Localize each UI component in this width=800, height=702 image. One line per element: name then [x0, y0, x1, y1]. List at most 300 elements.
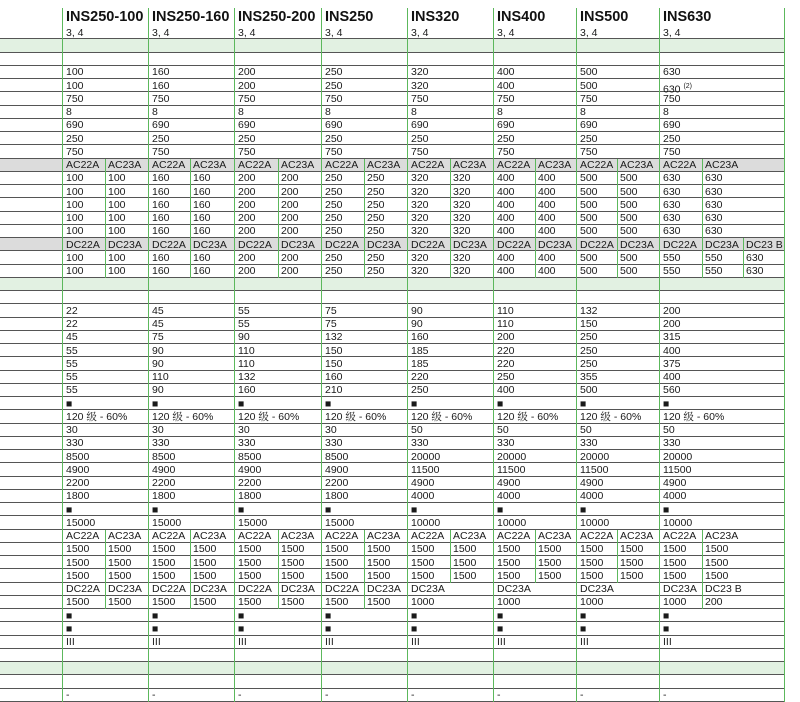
table-cell: 20000: [497, 450, 527, 463]
table-cell: 200: [663, 304, 681, 317]
table-cell: -: [663, 689, 667, 701]
table-cell: DC22A: [663, 238, 697, 251]
sub-column-divider: [190, 583, 191, 596]
table-cell: AC22A: [580, 530, 614, 542]
table-cell: AC22A: [411, 159, 445, 171]
table-cell: 90: [238, 331, 250, 344]
sub-column-divider: [364, 225, 365, 238]
sub-column-divider: [364, 251, 365, 264]
table-cell: DC22A: [238, 583, 272, 595]
table-cell: AC23A: [281, 530, 315, 542]
table-cell: 200: [238, 265, 256, 277]
table-cell: 630: [663, 185, 681, 198]
table-cell: 50: [497, 424, 509, 436]
table-cell: 500: [580, 265, 598, 277]
sub-column-divider: [190, 238, 191, 251]
table-cell: AC23A: [705, 530, 739, 542]
table-cell: 400: [497, 251, 515, 264]
table-cell: 11500: [497, 463, 526, 476]
table-cell: 1500: [108, 556, 132, 569]
table-cell: 630: [663, 172, 681, 185]
table-cell: 1500: [453, 556, 477, 569]
table-cell: 330: [238, 437, 256, 450]
sub-column-divider: [617, 198, 618, 211]
table-cell: DC23A: [620, 238, 654, 251]
table-cell: 160: [152, 172, 170, 185]
table-cell: 200: [238, 198, 256, 211]
sub-column-divider: [617, 543, 618, 556]
sub-column-divider: [702, 251, 703, 264]
table-cell: AC23A: [193, 530, 227, 542]
table-cell: 11500: [580, 463, 609, 476]
table-cell: 750: [580, 145, 598, 158]
table-cell: DC23 B: [705, 583, 742, 595]
table-cell: 1500: [497, 556, 521, 569]
table-cell: 100: [108, 172, 126, 185]
table-cell: 250: [152, 132, 170, 145]
table-cell: 220: [497, 344, 515, 357]
table-cell: ■: [325, 609, 332, 622]
sub-column-divider: [450, 543, 451, 556]
table-cell: 500: [620, 185, 638, 198]
table-cell: 1500: [705, 543, 729, 556]
table-cell: 630: [705, 198, 723, 211]
table-cell: 750: [411, 92, 429, 105]
table-cell: 1500: [538, 569, 562, 582]
table-cell: 1500: [238, 569, 262, 582]
table-cell: -: [152, 689, 156, 701]
sub-column-divider: [702, 265, 703, 278]
table-cell: 1500: [497, 569, 521, 582]
table-cell: 75: [325, 318, 337, 330]
table-cell: 160: [152, 265, 170, 277]
table-cell: 1500: [663, 569, 687, 582]
table-cell: 160: [152, 79, 170, 92]
table-cell: 630: [663, 225, 681, 238]
table-cell: ■: [411, 397, 418, 410]
table-cell: 1500: [193, 556, 217, 569]
table-cell: 500: [620, 225, 638, 238]
sub-column-divider: [450, 212, 451, 225]
sub-column-divider: [535, 530, 536, 543]
table-cell: DC22A: [580, 238, 614, 251]
table-cell: 400: [538, 198, 556, 211]
column-header-ins400: INS400: [497, 9, 546, 25]
table-cell: 220: [497, 357, 515, 370]
table-cell: 1500: [66, 569, 90, 582]
table-cell: 4000: [411, 490, 435, 503]
table-cell: 200: [497, 331, 515, 344]
table-cell: 550: [705, 251, 723, 264]
sub-column-divider: [617, 225, 618, 238]
sub-column-divider: [105, 198, 106, 211]
table-cell: 630: [705, 185, 723, 198]
table-cell: ■: [238, 622, 245, 635]
table-cell: ■: [580, 622, 587, 635]
table-cell: 110: [497, 318, 514, 330]
table-cell: 1500: [66, 596, 90, 609]
table-cell: 4000: [663, 490, 687, 503]
table-cell: 500: [580, 251, 598, 264]
table-cell: DC23A: [497, 583, 531, 595]
table-cell: 1500: [238, 543, 262, 556]
table-cell: 2200: [152, 477, 176, 489]
table-cell: 11500: [411, 463, 440, 476]
table-cell: 3, 4: [152, 26, 170, 39]
column-divider: [407, 8, 408, 702]
column-divider: [234, 8, 235, 702]
table-cell: III: [497, 636, 506, 648]
sub-column-divider: [364, 556, 365, 569]
table-cell: 1500: [538, 556, 562, 569]
table-cell: 3, 4: [411, 26, 429, 39]
table-cell: -: [238, 689, 242, 701]
table-cell: 400: [497, 198, 515, 211]
table-cell: -: [325, 689, 329, 701]
table-cell: 500: [620, 198, 638, 211]
sub-column-divider: [278, 172, 279, 185]
table-cell: DC23A: [580, 583, 614, 595]
table-cell: ■: [580, 397, 587, 410]
table-cell: 50: [663, 424, 675, 436]
table-cell: 3, 4: [66, 26, 84, 39]
sub-column-divider: [105, 556, 106, 569]
table-cell: DC23A: [367, 583, 401, 595]
table-cell: 750: [580, 92, 598, 105]
table-cell: 160: [152, 66, 170, 79]
table-cell: DC22A: [66, 238, 100, 251]
table-cell: 10000: [580, 516, 610, 529]
table-cell: 55: [238, 318, 250, 330]
table-cell: 320: [453, 265, 471, 277]
table-cell: 160: [193, 265, 211, 277]
table-cell: ■: [325, 397, 332, 410]
table-cell: 200: [238, 79, 256, 92]
table-cell: 320: [453, 185, 471, 198]
column-divider: [321, 8, 322, 702]
column-header-ins250-100: INS250-100: [66, 9, 144, 25]
table-cell: ■: [152, 397, 159, 410]
sub-column-divider: [617, 265, 618, 278]
table-cell: 90: [411, 318, 423, 330]
sub-column-divider: [702, 225, 703, 238]
table-cell: 1500: [580, 556, 604, 569]
table-cell: 400: [538, 212, 556, 224]
table-cell: 250: [367, 185, 385, 198]
table-cell: 320: [411, 212, 429, 224]
table-row: [0, 53, 784, 66]
table-row: [0, 291, 784, 304]
table-cell: 30: [325, 424, 337, 436]
sub-column-divider: [617, 238, 618, 251]
table-row: [0, 649, 784, 662]
sub-column-divider: [364, 238, 365, 251]
table-cell: 1800: [238, 490, 262, 503]
table-cell: AC23A: [193, 159, 227, 171]
sub-column-divider: [190, 251, 191, 264]
column-header-ins320: INS320: [411, 9, 460, 25]
table-cell: 630: [663, 198, 681, 211]
sub-column-divider: [278, 212, 279, 225]
sub-column-divider: [105, 251, 106, 264]
table-cell: 250: [367, 212, 385, 224]
table-cell: 100: [66, 251, 84, 264]
table-cell: 500: [620, 251, 638, 264]
table-cell: 200: [281, 251, 299, 264]
table-cell: 1500: [411, 556, 435, 569]
sub-column-divider: [278, 225, 279, 238]
table-cell: DC23A: [193, 238, 227, 251]
table-cell: 1500: [705, 556, 729, 569]
table-cell: DC23A: [538, 238, 572, 251]
table-cell: 100: [66, 185, 84, 198]
table-cell: AC22A: [663, 159, 697, 171]
table-cell: 200: [238, 212, 256, 224]
table-cell: 30: [238, 424, 250, 436]
table-cell: 1500: [193, 596, 217, 609]
table-cell: 160: [325, 371, 343, 383]
sub-column-divider: [535, 543, 536, 556]
sub-column-divider: [450, 251, 451, 264]
sub-column-divider: [364, 159, 365, 172]
table-cell: ■: [497, 622, 504, 635]
table-cell: ■: [152, 609, 159, 622]
table-cell: 20000: [580, 450, 610, 463]
table-cell: 750: [663, 145, 681, 158]
table-cell: 4900: [497, 477, 521, 489]
table-cell: 250: [325, 79, 343, 92]
table-cell: 10000: [663, 516, 693, 529]
table-cell: 1500: [453, 543, 477, 556]
table-cell: 90: [411, 304, 423, 317]
table-cell: ■: [238, 503, 245, 516]
table-cell: 320: [411, 172, 429, 185]
sub-column-divider: [743, 238, 744, 251]
table-cell: 55: [66, 344, 78, 357]
sub-column-divider: [190, 225, 191, 238]
table-cell: 200: [281, 198, 299, 211]
table-cell: 100: [66, 172, 84, 185]
table-cell: AC22A: [325, 159, 359, 171]
table-cell: 90: [152, 357, 164, 370]
table-cell: III: [663, 636, 672, 648]
table-cell: 100: [108, 225, 126, 238]
table-cell: AC22A: [152, 159, 186, 171]
table-cell: 750: [411, 145, 429, 158]
table-cell: 250: [580, 331, 598, 344]
table-cell: ■: [663, 503, 670, 516]
table-cell: 1000: [663, 596, 687, 609]
table-cell: AC23A: [367, 159, 401, 171]
table-cell: 1500: [453, 569, 477, 582]
table-cell: 100: [66, 265, 84, 277]
table-cell: 1500: [620, 569, 644, 582]
sub-column-divider: [450, 185, 451, 198]
table-cell: 200: [663, 318, 681, 330]
table-cell: 320: [453, 251, 471, 264]
table-cell: ■: [497, 397, 504, 410]
table-cell: 750: [66, 92, 84, 105]
table-cell: 200: [281, 172, 299, 185]
sub-column-divider: [105, 530, 106, 543]
table-cell: 8: [66, 106, 72, 118]
table-cell: 50: [580, 424, 592, 436]
table-cell: 250: [367, 265, 385, 277]
table-cell: 690: [663, 119, 681, 132]
table-cell: III: [325, 636, 334, 648]
table-cell: 2200: [325, 477, 349, 489]
sub-column-divider: [105, 185, 106, 198]
table-cell: 500: [580, 225, 598, 238]
table-cell: DC23A: [108, 583, 142, 595]
sub-column-divider: [617, 251, 618, 264]
table-cell: 8: [663, 106, 669, 118]
table-cell: 110: [238, 344, 255, 357]
table-cell: 3, 4: [497, 26, 515, 39]
table-cell: AC22A: [411, 530, 445, 542]
table-cell: 250: [580, 132, 598, 145]
sub-column-divider: [190, 530, 191, 543]
sub-column-divider: [702, 159, 703, 172]
table-cell: 120 级 - 60%: [152, 410, 214, 423]
table-cell: 250: [411, 132, 429, 145]
sub-column-divider: [535, 172, 536, 185]
table-cell: -: [66, 689, 70, 701]
table-cell: 400: [497, 212, 515, 224]
table-cell: 250: [325, 172, 343, 185]
table-cell: 355: [580, 371, 598, 383]
table-cell: 690: [580, 119, 598, 132]
sub-column-divider: [617, 556, 618, 569]
table-cell: AC23A: [705, 159, 739, 171]
table-cell: 120 级 - 60%: [411, 410, 473, 423]
table-cell: 160: [193, 172, 211, 185]
sub-column-divider: [278, 556, 279, 569]
sub-column-divider: [702, 238, 703, 251]
table-cell: 15000: [325, 516, 355, 529]
table-cell: III: [238, 636, 247, 648]
sub-column-divider: [617, 172, 618, 185]
table-cell: 75: [152, 331, 164, 344]
table-cell: -: [411, 689, 415, 701]
sub-column-divider: [364, 530, 365, 543]
sub-column-divider: [617, 185, 618, 198]
table-cell: 500: [580, 384, 598, 397]
table-cell: ■: [411, 609, 418, 622]
table-cell: 250: [663, 132, 681, 145]
table-cell: 100: [108, 265, 126, 277]
sub-column-divider: [535, 238, 536, 251]
table-cell: 185: [411, 344, 429, 357]
table-cell: ■: [325, 622, 332, 635]
table-cell: 1500: [281, 596, 305, 609]
table-cell: 2200: [66, 477, 90, 489]
table-cell: 8: [497, 106, 503, 118]
table-cell: ■: [66, 503, 73, 516]
column-divider: [62, 8, 63, 702]
column-divider: [148, 8, 149, 702]
sub-column-divider: [535, 212, 536, 225]
table-cell: 250: [325, 132, 343, 145]
table-cell: 2200: [238, 477, 262, 489]
table-row: [0, 39, 784, 52]
sub-column-divider: [190, 185, 191, 198]
table-cell: 90: [152, 344, 164, 357]
sub-column-divider: [364, 198, 365, 211]
table-cell: 630: [663, 212, 681, 224]
table-cell: ■: [663, 622, 670, 635]
table-cell: 250: [367, 172, 385, 185]
table-cell: 500: [620, 172, 638, 185]
table-cell: 750: [325, 92, 343, 105]
column-divider: [576, 8, 577, 702]
table-cell: 160: [193, 251, 211, 264]
sub-column-divider: [278, 251, 279, 264]
table-cell: 100: [108, 251, 126, 264]
sub-column-divider: [278, 596, 279, 609]
table-cell: 1500: [325, 543, 349, 556]
table-cell: 100: [108, 198, 126, 211]
sub-column-divider: [702, 198, 703, 211]
sub-column-divider: [702, 530, 703, 543]
sub-column-divider: [535, 185, 536, 198]
table-cell: -: [580, 689, 584, 701]
table-cell: 200: [238, 172, 256, 185]
sub-column-divider: [617, 159, 618, 172]
table-cell: 90: [152, 384, 164, 397]
sub-column-divider: [364, 212, 365, 225]
table-cell: DC22A: [152, 583, 186, 595]
column-divider: [493, 8, 494, 702]
table-cell: 330: [580, 437, 598, 450]
table-cell: 320: [411, 79, 429, 92]
sub-column-divider: [190, 569, 191, 582]
table-cell: 22: [66, 304, 78, 317]
table-cell: 1500: [705, 569, 729, 582]
sub-column-divider: [364, 185, 365, 198]
table-cell: ■: [497, 503, 504, 516]
table-cell: 750: [238, 92, 256, 105]
table-cell: 1500: [367, 543, 391, 556]
table-cell: 200: [705, 596, 723, 609]
table-cell: DC23A: [663, 583, 697, 595]
table-cell: 250: [497, 132, 515, 145]
table-cell: 1500: [152, 556, 176, 569]
table-cell: 185: [411, 357, 429, 370]
table-cell: 320: [411, 198, 429, 211]
table-cell: AC22A: [66, 159, 100, 171]
table-cell: 200: [281, 225, 299, 238]
table-cell: 1000: [580, 596, 604, 609]
table-cell: AC22A: [238, 159, 272, 171]
table-cell: ■: [411, 503, 418, 516]
table-cell: 1500: [238, 596, 262, 609]
table-cell: 20000: [411, 450, 441, 463]
table-cell: 250: [367, 198, 385, 211]
table-cell: 1500: [538, 543, 562, 556]
table-cell: 30: [152, 424, 164, 436]
sub-column-divider: [450, 225, 451, 238]
sub-column-divider: [617, 569, 618, 582]
table-cell: ■: [663, 397, 670, 410]
table-cell: ■: [238, 609, 245, 622]
table-cell: 500: [620, 212, 638, 224]
table-cell: 320: [411, 66, 429, 79]
table-cell: 4900: [411, 477, 435, 489]
table-cell: 160: [193, 198, 211, 211]
table-cell: 200: [238, 251, 256, 264]
column-header-ins630: INS630: [663, 9, 712, 25]
